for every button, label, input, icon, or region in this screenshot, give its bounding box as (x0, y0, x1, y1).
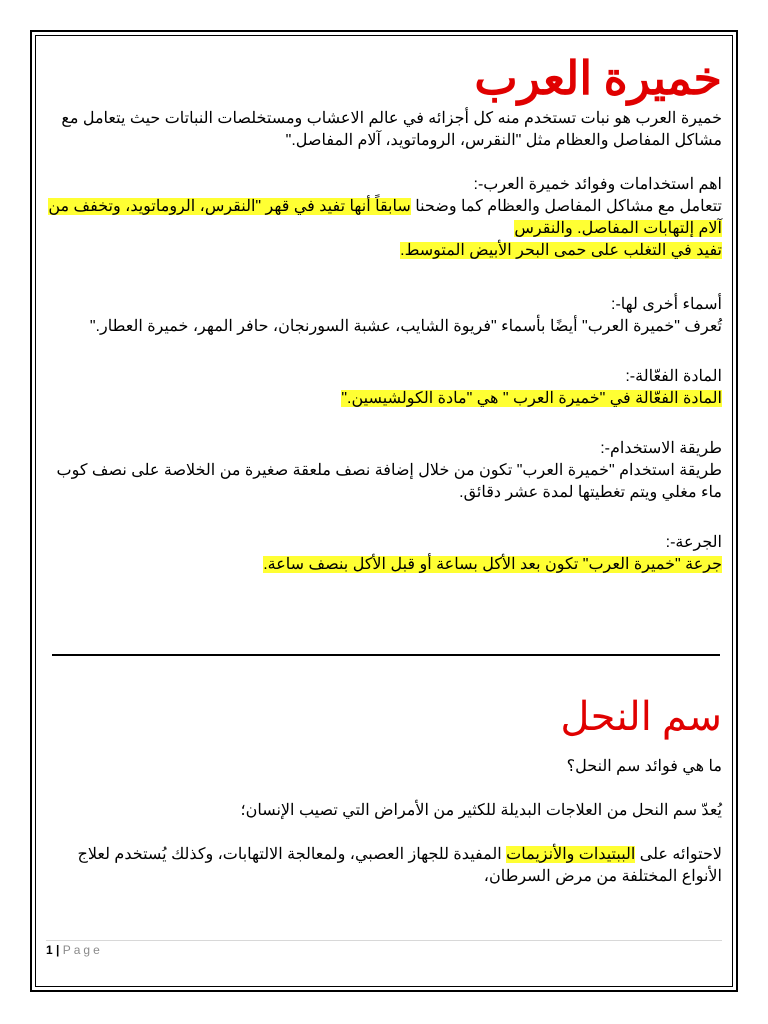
section-divider (52, 654, 720, 656)
bee-venom-question: ما هي فوائد سم النحل؟ (566, 758, 722, 775)
footer-separator: | (56, 943, 60, 957)
section1-title: خميرة العرب (474, 53, 722, 104)
dose-text (46, 554, 722, 576)
method-text: طريقة استخدام "خميرة العرب" تكون من خلال إضافة نصف ملعقة صغيرة من الخلاصة على نصف كوب ماء مغلي ويتم تغطيتها لمدة عشر دقائق. (56, 462, 722, 501)
active-heading: المادة الفعّالة-: (625, 368, 722, 385)
uses-heading: اهم استخدامات وفوائد خميرة العرب-: (473, 176, 722, 193)
dose-text-highlight: جرعة "خميرة العرب" تكون بعد الأكل بساعة أو قبل الأكل بنصف ساعة. (263, 556, 722, 573)
section-khamirat-al-arab (46, 50, 722, 576)
uses-text (46, 196, 722, 240)
page-number: 1 (46, 943, 53, 957)
method-heading: طريقة الاستخدام-: (600, 440, 722, 457)
bee-venom-line1: يُعدّ سم النحل من العلاجات البديلة للكثير من الأمراض التي تصيب الإنسان؛ (240, 802, 722, 819)
bee-venom-line2-highlight: الببتيدات والأنزيمات (506, 846, 636, 863)
uses-line1-highlight: سابقاً أنها تفيد في قهر "النقرس، الروماتويد، وتخفف من آلام إلتهابات المفاصل. والنقرس (48, 198, 722, 237)
bee-venom-line2 (46, 844, 722, 888)
active-text (46, 388, 722, 410)
section-bee-venom (46, 690, 722, 888)
names-heading: أسماء أخرى لها-: (611, 296, 722, 313)
page-label: Page (62, 943, 103, 957)
section1-intro: خميرة العرب هو نبات تستخدم منه كل أجزائه في عالم الاعشاب ومستخلصات النباتات حيث يتعامل مع مشاكل المفاصل والعظام مثل "النقرس، الروماتويد، آلام المفاصل." (61, 110, 722, 149)
page-footer (46, 943, 103, 957)
footer-divider (46, 940, 722, 941)
active-text-highlight: المادة الفعّالة في "خميرة العرب " هي "مادة الكولشيسين." (341, 390, 722, 407)
uses-line2 (46, 240, 722, 262)
uses-line1-plain: تتعامل مع مشاكل المفاصل والعظام كما وضحنا (410, 198, 722, 215)
uses-line2-highlight: تفيد في التغلب على حمى البحر الأبيض المتوسط. (400, 242, 722, 259)
bee-venom-line2-end: المفيدة للجهاز العصبي، ولمعالجة الالتهابات، وكذلك يُستخدم لعلاج الأنواع المختلفة من مرض السرطان، (77, 846, 722, 885)
section2-title: سم النحل (560, 694, 722, 739)
dose-heading: الجرعة-: (665, 534, 722, 551)
bee-venom-line2-start: لاحتوائه على (635, 846, 722, 863)
names-text: تُعرف "خميرة العرب" أيضًا بأسماء "فريوة الشايب، عشبة السورنجان، حافر المهر، خميرة العطار." (89, 318, 722, 335)
